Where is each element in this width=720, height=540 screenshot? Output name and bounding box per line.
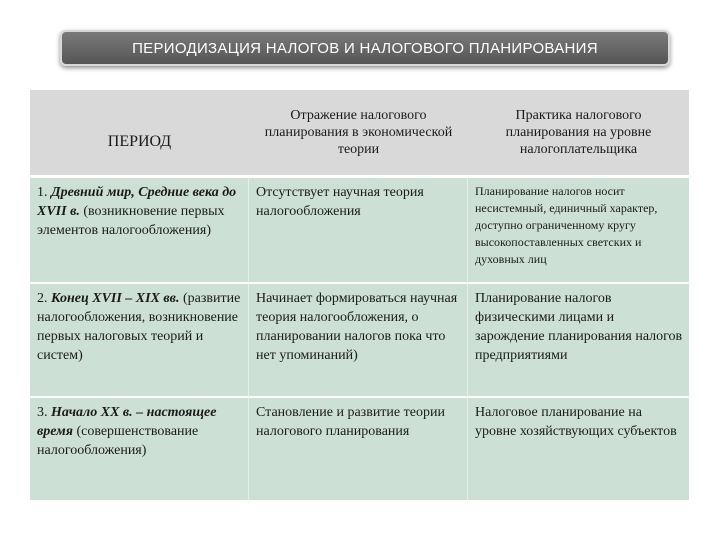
theory-cell: Становление и развитие теории налогового планирования xyxy=(249,398,468,502)
period-note: (совершенствование налогообложения) xyxy=(37,424,199,458)
header-theory: Отражение налогового планирования в экономической теории xyxy=(249,90,468,178)
practice-cell: Планирование налогов физическими лицами и зарождение планирования налогов предприятиями xyxy=(468,284,689,398)
theory-cell: Отсутствует научная теория налогообложения xyxy=(249,178,468,284)
slide-title: ПЕРИОДИЗАЦИЯ НАЛОГОВ И НАЛОГОВОГО ПЛАНИРОВАНИЯ xyxy=(132,39,598,57)
period-number: 2. xyxy=(37,291,51,306)
period-cell xyxy=(30,398,249,502)
period-name: Начало XX в. – настоящее время xyxy=(37,405,217,439)
table-row xyxy=(30,398,689,502)
period-note: (развитие налогообложения, возникновение первых налоговых теорий и систем) xyxy=(37,291,241,363)
period-cell xyxy=(30,284,249,398)
period-number: 1. xyxy=(37,185,51,200)
period-note: (возникновение первых элементов налогообложения) xyxy=(37,204,225,238)
periodization-table xyxy=(30,90,689,502)
header-period: ПЕРИОД xyxy=(30,90,249,178)
header-practice: Практика налогового планирования на уровне налогоплательщика xyxy=(468,90,689,178)
practice-cell: Планирование налогов носит несистемный, единичный характер, доступно ограниченному кругу высокопоставленных светских и духовных лиц xyxy=(468,178,689,284)
period-name: Конец XVII – XIX вв. xyxy=(51,291,180,306)
practice-cell: Налоговое планирование на уровне хозяйствующих субъектов xyxy=(468,398,689,502)
period-number: 3. xyxy=(37,405,51,420)
period-cell xyxy=(30,178,249,284)
period-name: Древний мир, Средние века до XVII в. xyxy=(37,185,237,219)
table-header-row xyxy=(30,90,689,178)
theory-cell: Начинает формироваться научная теория налогообложения, о планировании налогов пока что нет упоминаний) xyxy=(249,284,468,398)
table-row xyxy=(30,284,689,398)
slide-title-bar xyxy=(60,30,670,66)
table-row xyxy=(30,178,689,284)
